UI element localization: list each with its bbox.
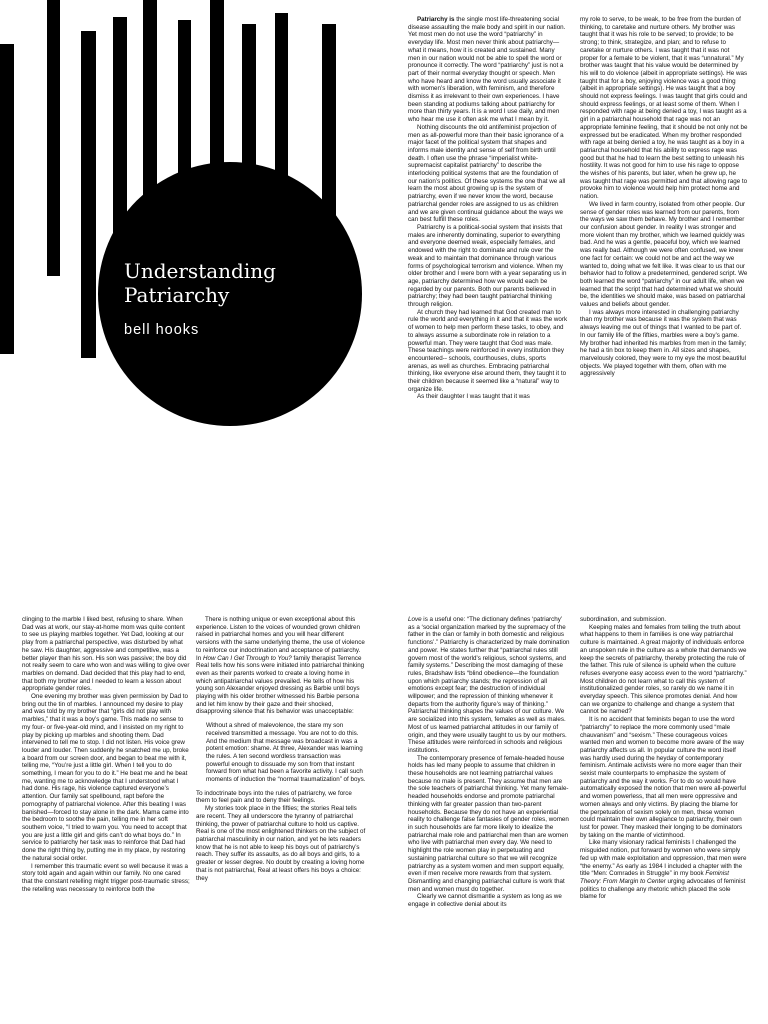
text-column [408, 16, 568, 506]
paragraph: We lived in farm country, isolated from other people. Our sense of gender roles was learned from our parents, from the ways we saw them behave. My brother and I remember our confusion about gender. In reality I was stronger and more violent than my brother, which we learned quickly was bad. And he was a gentle, peaceful boy, which we learned was really bad. Although we were often confused, we knew one fact for certain: we could not be and act the way we wanted to, doing what we felt like. It was clear to us that our behavior had to follow a predetermined, gendered script. We both learned the word “patriarchy” in our adult life, when we learned that the script that had determined what we should be, the identities we should make, was based on patriarchal values and beliefs about gender. [580, 200, 748, 309]
cover-bar [0, 44, 14, 354]
paragraph: At church they had learned that God created man to rule the world and everything in it and that it was the work of women to help men perform these tasks, to obey, and to always assume a subordinate role in relation to a powerful man. They were taught that God was male. These teachings were reinforced in every institution they encountered-- schools, courthouses, clubs, sports arenas, as well as churches. Embracing patriarchal thinking, like everyone else around them, they taught it to their children because it seemed like a “natural” way to organize life. [408, 308, 568, 393]
paragraph: I remember this traumatic event so well because it was a story told again and again within our family. No one cared that the constant retelling might trigger post-traumatic stress; the retelling was necessary to reinforce both the [22, 862, 190, 893]
paragraph: Keeping males and females from telling the truth about what happens to them in families is one way patriarchal culture is maintained. A great majority of individuals enforce an unspoken rule in the culture as a whole that demands we keep the secrets of patriarchy, thereby protecting the rule of the father. This rule of silence is upheld when the culture refuses everyone easy access even to the word “patriarchy.” Most children do not learn what to call this system of institutionalized gender roles, so rarely do we name it in everyday speech. This silence promotes denial. And how can we organize to challenge and change a system that cannot be named? [580, 623, 747, 716]
paragraph: One evening my brother was given permission by Dad to bring out the tin of marbles. I announced my desire to play and was told by my brother that “girls did not play with marbles,” that it was a boy’s game. This made no sense to my four- or five-year-old mind, and I insisted on my right to play by picking up marbles and shooting them. Dad intervened to tell me to stop. I did not listen. His voice grew louder and louder. Then suddenly he snatched me up, broke a board from our screen door, and began to beat me with it, telling me, “You’re just a little girl. When I tell you to do something, I mean for you to do it.” He beat me and he beat me, wanting me to acknowledge that I understood what I had done. His rage, his violence captured everyone’s attention. Our family sat spellbound, rapt before the pornography of patriarchal violence. After this beating I was banished—forced to stay alone in the dark. Mama came into the bedroom to soothe the pain, telling me in her soft southern voice, “I tried to warn you. You need to accept that you are just a little girl and girls can’t do what boys do.” In service to patriarchy her task was to reinforce that Dad had done the right thing by, putting me in my place, by restoring the natural social order. [22, 693, 189, 862]
paragraph: my role to serve, to be weak, to be free from the burden of thinking, to caretake and nurture others. My brother was taught that it was his role to be served; to provide; to be strong; to think, strategize, and plan; and to refuse to caretake or nurture others. I was taught that it was not proper for a female to be violent, that it was “unnatural.” My brother was taught that his value would be determined by his will to do violence (albeit in appropriate settings). He was taught that for a boy, enjoying violence was a good thing (albeit in appropriate settings). He was taught that a boy should not express feelings. I was taught that girls could and should express feelings, or at least some of them. When I responded with rage at being denied a toy, I was taught as a girl in a patriarchal household that rage was not an appropriate feminine feeling, that it should be not only not be expressed but be eradicated. When my brother responded with rage at being denied a toy, he was taught as a boy in a patriarchal household that his ability to express rage was good but that he had to learn the best setting to unleash his hostility. It was not good for him to use his rage to oppose the wishes of his parents, but later, when he grew up, he was taught that rage was permitted and that allowing rage to provoke him to violence would help him protect home and nation. [580, 16, 748, 201]
paragraph: Nothing discounts the old antifeminist projection of men as all-powerful more than their basic ignorance of a major facet of the political system that shapes and informs male identity and sense of self from birth until death. I often use the phrase “imperialist white-supremacist capitalist patriarchy” to describe the interlocking political systems that are the foundation of our nation’s politics. Of these systems the one that we all learn the most about growing up is the system of patriarchy, even if we never know the word, because patriarchal gender roles are assigned to us as children and we are given continual guidance about the ways we can best fulfill these roles. [408, 123, 566, 224]
book-title: Understanding Patriarchy [124, 259, 276, 307]
paragraph: Like many visionary radical feminists I challenged the misguided notion, put forward by women who were simply fed up with male exploitation and oppression, that men were “the enemy.” As early as 1984 I included a chapter with the title “Men: Comrades in Struggle” in my book Feminist Theory: From Margin to Center urging advocates of feminist politics to challenge any rhetoric which placed the sole blame for [580, 839, 747, 901]
italic-title: Love [408, 616, 422, 623]
italic-title: Feminist Theory: From Margin to Center [580, 870, 730, 885]
cover-bar [47, 0, 60, 276]
paragraph: Patriarchy is the single most life-threatening social disease assaulting the male body and spirit in our nation. Yet most men do not use the word “patriarchy” in everyday life. Most men never think about patriarchy—what it means, how it is created and sustained. Many men in our nation would not be able to spell the word or pronounce it correctly. The word “patriarchy” just is not a part of their normal everyday thought or speech. Men who have heard and know the word usually associate it with women’s liberation, with feminism, and therefore dismiss it as irrelevant to their own experiences. I have been standing at podiums talking about patriarchy for more than thirty years. It is a word I use daily, and men who hear me use it often ask me what I mean by it. [408, 16, 566, 124]
paragraph: clinging to the marble I liked best, refusing to share. When Dad was at work, our stay-at-home mom was quite content to see us playing marbles together. Yet Dad, looking at our play from a patriarchal perspective, was disturbed by what he saw. His daughter, aggressive and competitive, was a better player than his son. His son was passive; the boy did not really seem to care who won and was willing to give over marbles on demand. Dad decided that this play had to end, that both my brother and I needed to learn a lesson about appropriate gender roles. [22, 616, 190, 693]
italic-title: How Can I Get Through to You? [202, 654, 292, 662]
text-column [580, 16, 748, 506]
paragraph: Without a shred of malevolence, the stare my son received transmitted a message. You are not to do this. And the medium that message was broadcast in was a potent emotion: shame. At three, Alexander was learning the rules. A ten second wordless transaction was powerful enough to dissuade my son from that instant forward from what had been a favorite activity. I call such moments of induction the “normal traumatization” of boys. [206, 722, 366, 784]
text-column [580, 616, 748, 1024]
lead-in: Patriarchy is [417, 16, 455, 23]
paragraph: Love is a useful one: “The dictionary defines ‘patriarchy’ as a ‘social organization marked by the supremacy of the father in the clan or family in both domestic and religious functions’.” Patriarchy is characterized by male domination and power. He states further that “patriarchal rules still govern most of the world’s religious, school systems, and family systems.” Describing the most damaging of these rules, Bradshaw lists “blind obedience—the foundation upon which patriarchy stands; the repression of all emotions except fear; the destruction of individual willpower; and the repression of thinking whenever it departs from the authority figure’s way of thinking.” Patriarchal thinking shapes the values of our culture. We are socialized into this system, females as well as males. Most of us learned patriarchal attitudes in our family of origin, and they were usually taught to us by our mothers. These attitudes were reinforced in schools and religious institutions. [408, 616, 570, 754]
paragraph: As their daughter I was taught that it was [417, 393, 530, 401]
text-column [22, 616, 190, 1024]
paragraph: Clearly we cannot dismantle a system as long as we engage in collective denial about its [408, 893, 562, 909]
text-column [408, 616, 570, 1024]
paragraph: There is nothing unique or even exceptional about this experience. Listen to the voices of wounded grown children raised in patriarchal homes and you will hear different versions with the same underlying theme, the use of violence to reinforce our indoctrination and acceptance of patriarchy. In How Can I Get Through to You? family therapist Terrence Real tells how his sons were initiated into patriarchal thinking even as their parents worked to create a loving home in which antipatriarchal values prevailed. He tells of how his young son Alexander enjoyed dressing as Barbie until boys playing with his older brother witnessed his Barbie persona and let him know by their gaze and their shocked, disapproving silence that his behavior was unacceptable: [196, 616, 365, 716]
cover-bar [81, 31, 96, 358]
text-column [196, 616, 366, 1024]
paragraph: The contemporary presence of female-headed house holds has led many people to assume that children in these households are not learning patriarchal values because no male is present. They assume that men are the sole teachers of patriarchal thinking. Yet many female-headed households endorse and promote patriarchal thinking with far greater passion than two-parent households. Because they do not have an experiential reality to challenge false fantasies of gender roles, women in such households are far more likely to idealize the patriarchal male role and patriarchal men than are women who live with patriarchal men every day. We need to highlight the role women play in perpetuating and sustaining patriarchal culture so that we will recognize patriarchy as a system women and men support equally, even if men receive more rewards from that system. Dismantling and changing patriarchal culture is work that men and women must do together. [408, 754, 569, 893]
page-spread-bottom [0, 512, 768, 1024]
paragraph: I was always more interested in challenging patriarchy than my brother was because it was the system that was always leaving me out of things that I wanted to be part of. In our family life of the fifties, marbles were a boy’s game. My brother had inherited his marbles from men in the family; he had a tin box to keep them in. All sizes and shapes, marvelously colored, they were to my eye the most beautiful objects. We played together with them, often with me aggressively [580, 308, 747, 378]
book-author: bell hooks [124, 322, 200, 338]
paragraph: To indoctrinate boys into the rules of patriarchy, we force them to feel pain and to deny their feelings. [196, 789, 352, 805]
paragraph: It is no accident that feminists began to use the word “patriarchy” to replace the more commonly used “male chauvanism” and “sexism.” These courageous voices wanted men and women to become more aware of the way patriarchy affects us all. In popular culture the word itself was hardly used during the heyday of contemporary feminism. Antimale activists were no more eager than their sexist male counterparts to emphasize the system of patriarchy and the way it works. For to do so would have automatically exposed the notion that men were all-powerful and women powerless, that all men were oppressive and women always and only victims. By placing the blame for the perpetuation of sexism solely on men, these women could maintain their own allegiance to patriarchy, their own lust for power. They masked their longing to be dominators by taking on the mantle of victimhood. [580, 716, 747, 839]
paragraph: subordination, and submission. [580, 616, 667, 623]
paragraph: Patriarchy is a political-social system that insists that males are inherently dominating, superior to everything and everyone deemed weak, especially females, and endowed with the right to dominate and rule over the weak and to maintain that dominance through various forms of psychological terrorism and violence. When my older brother and I were born with a year separating us in age, patriarchy determined how we would each be regarded by our parents. Both our parents believed in patriarchy; they had been taught patriarchal thinking through religion. [408, 223, 567, 309]
paragraph: My stories took place in the fifties; the stories Real tells are recent. They all underscore the tyranny of patriarchal thinking, the power of patriarchal culture to hold us captive. Real is one of the most enlightened thinkers on the subject of patriarchal masculinity in our nation, and yet he lets readers know that he is not able to keep his boys out of patriarchy’s reach. They suffer its assaults, as do all boys and girls, to a greater or lesser degree. No doubt by creating a loving home that is not patriarchal, Real at least offers his boys a choice: they [196, 805, 366, 882]
